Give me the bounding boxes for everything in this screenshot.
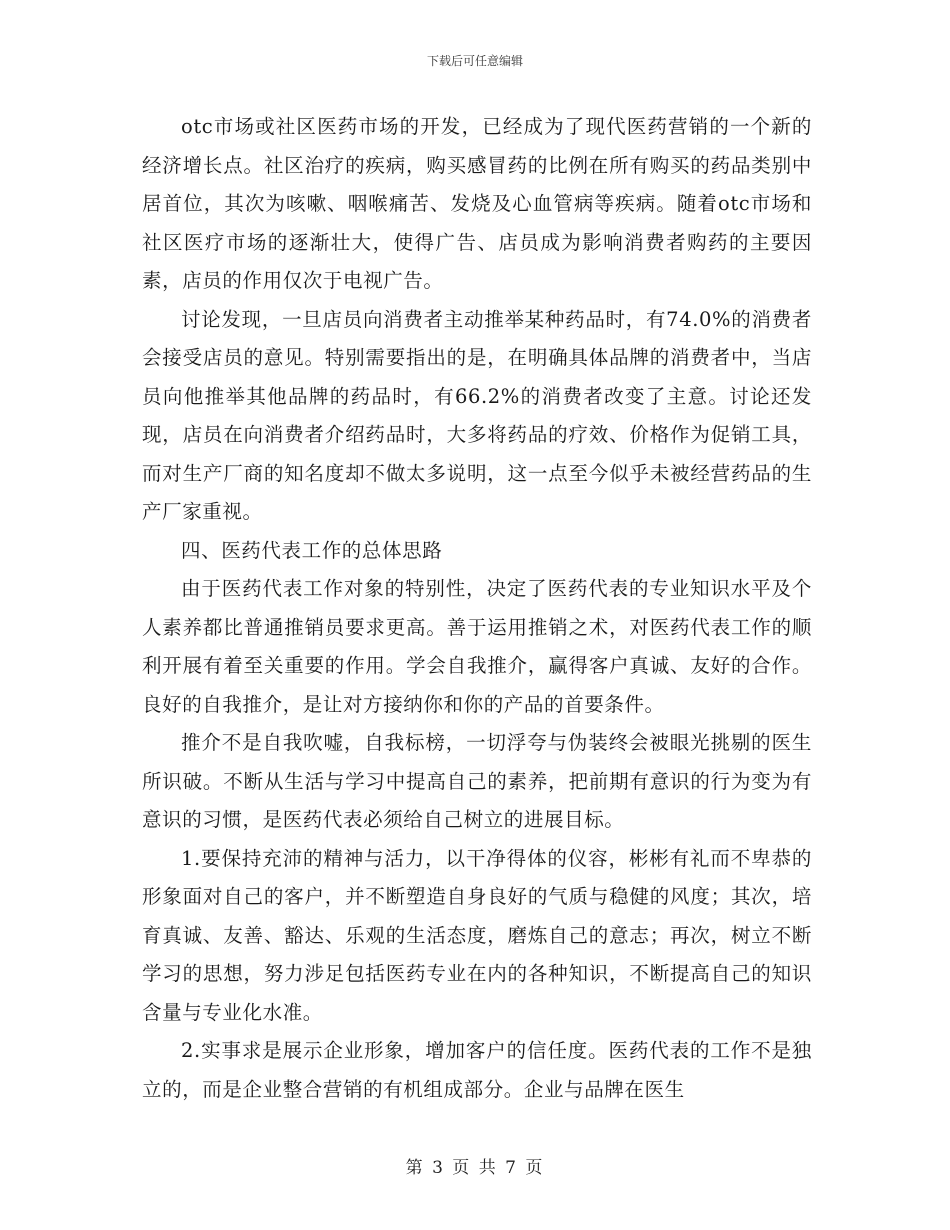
- document-body: [142, 108, 812, 1109]
- paragraph-self-promotion: 推介不是自我吹嘘，自我标榜，一切浮夸与伪装终会被眼光挑剔的医生所识破。不断从生活与学习中提高自己的素养，把前期有意识的行为变为有意识的习惯，是医药代表必须给自己树立的进展目标。: [142, 731, 812, 831]
- page-header: 下载后可任意编辑: [426, 54, 523, 68]
- paragraph-point-1: 1.要保持充沛的精神与活力，以干净得体的仪容，彬彬有礼而不卑恭的形象面对自己的客户，并不断塑造自身良好的气质与稳健的风度；其次，培育真诚、友善、豁达、乐观的生活态度，磨炼自己的意志；再次，树立不断学习的思想，努力涉足包括医药专业在内的各种知识，不断提高自己的知识含量与专业化水准。: [142, 846, 812, 1024]
- page-footer: 第 3 页 共 7 页: [405, 1158, 545, 1178]
- paragraph-otc-market: otc市场或社区医药市场的开发，已经成为了现代医药营销的一个新的经济增长点。社区治疗的疾病，购买感冒药的比例在所有购买的药品类别中居首位，其次为咳嗽、咽喉痛苦、发烧及心血管病等疾病。随着otc市场和社区医疗市场的逐渐壮大，使得广告、店员成为影响消费者购药的主要因素，店员的作用仅次于电视广告。: [142, 115, 812, 292]
- section-heading: 四、医药代表工作的总体思路: [181, 538, 443, 562]
- paragraph-rep-requirements: 由于医药代表工作对象的特别性，决定了医药代表的专业知识水平及个人素养都比普通推销员要求更高。善于运用推销之术，对医药代表工作的顺利开展有着至关重要的作用。学会自我推介，赢得客户真诚、友好的合作。良好的自我推介，是让对方接纳你和你的产品的首要条件。: [142, 577, 812, 716]
- paragraph-clerk-research: 讨论发现，一旦店员向消费者主动推举某种药品时，有74.0%的消费者会接受店员的意见。特别需要指出的是，在明确具体品牌的消费者中，当店员向他推举其他品牌的药品时，有66.2%的消费者改变了主意。讨论还发现，店员在向消费者介绍药品时，大多将药品的疗效、价格作为促销工具，而对生产厂商的知名度却不做太多说明，这一点至今似乎未被经营药品的生产厂家重视。: [142, 307, 812, 523]
- paragraph-point-2: 2.实事求是展示企业形象，增加客户的信任度。医药代表的工作不是独立的，而是企业整合营销的有机组成部分。企业与品牌在医生: [142, 1039, 812, 1101]
